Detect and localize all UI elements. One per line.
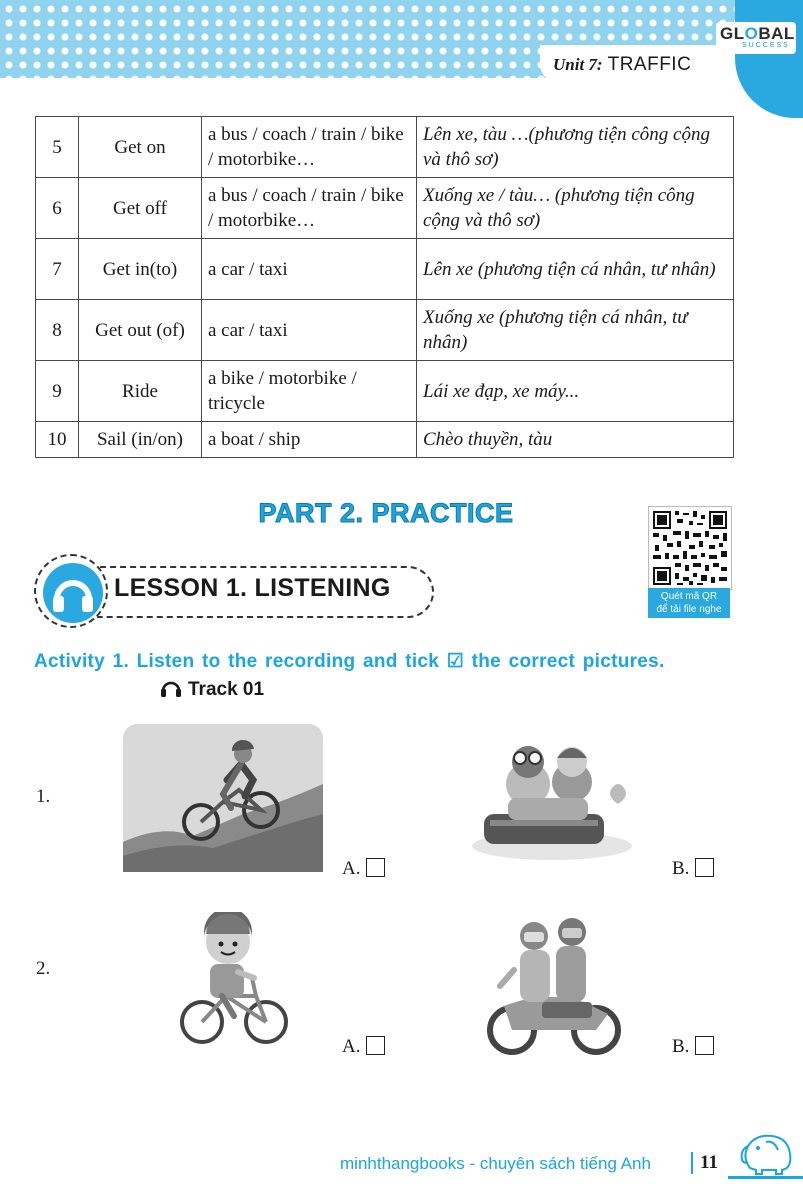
checkbox-1b[interactable] — [695, 858, 714, 877]
vehicle-object: a bus / coach / train / bike / motorbike… — [202, 117, 417, 178]
option-label: A. — [342, 858, 361, 879]
lesson-title: LESSON 1. LISTENING — [114, 574, 391, 602]
meaning: Xuống xe (phương tiện cá nhân, tư nhân) — [417, 300, 734, 361]
qr-caption: Quét mã QR để tải file nghe — [648, 588, 730, 618]
table-row — [36, 422, 734, 458]
sledding-kids-picture[interactable] — [462, 728, 642, 868]
option-2a[interactable] — [342, 1036, 385, 1058]
track-label — [160, 678, 264, 701]
meaning: Lên xe, tàu …(phương tiện công cộng và thô sơ) — [417, 117, 734, 178]
row-number: 8 — [36, 300, 79, 361]
question-number: 1. — [36, 786, 51, 807]
global-success-logo — [716, 22, 796, 54]
row-number: 6 — [36, 178, 79, 239]
option-label: B. — [672, 1036, 690, 1057]
checkbox-2a[interactable] — [366, 1036, 385, 1055]
track-name: Track 01 — [188, 679, 265, 700]
vehicle-object: a car / taxi — [202, 239, 417, 300]
motorbike-riders-picture[interactable] — [484, 910, 624, 1058]
phrasal-verb: Get off — [79, 178, 202, 239]
phrasal-verb: Get in(to) — [79, 239, 202, 300]
lesson-badge-fill — [43, 563, 103, 623]
lesson-banner — [34, 554, 434, 630]
table-row — [36, 178, 734, 239]
table-row — [36, 300, 734, 361]
qr-code-icon — [648, 506, 732, 590]
row-number: 5 — [36, 117, 79, 178]
vehicle-object: a boat / ship — [202, 422, 417, 458]
checkbox-1a[interactable] — [366, 858, 385, 877]
meaning: Xuống xe / tàu… (phương tiện công cộng và thô sơ) — [417, 178, 734, 239]
row-number: 9 — [36, 361, 79, 422]
header-corner-decoration — [735, 0, 803, 118]
lesson-badge — [34, 554, 108, 628]
logo-subtext: SUCCESS — [742, 42, 790, 49]
table-row — [36, 239, 734, 300]
meaning: Chèo thuyền, tàu — [417, 422, 734, 458]
option-1a[interactable] — [342, 858, 385, 880]
phrasal-verb: Get on — [79, 117, 202, 178]
vocabulary-table — [35, 116, 734, 458]
option-label: B. — [672, 858, 690, 879]
question-number: 2. — [36, 958, 51, 979]
table-row — [36, 361, 734, 422]
headphones-icon — [160, 678, 182, 698]
page-number: 11 — [700, 1152, 718, 1173]
table-row — [36, 117, 734, 178]
unit-label: Unit 7: — [553, 55, 603, 74]
headphones-icon — [43, 563, 103, 623]
phrasal-verb: Ride — [79, 361, 202, 422]
vehicle-object: a bike / motorbike / tricycle — [202, 361, 417, 422]
phrasal-verb: Sail (in/on) — [79, 422, 202, 458]
unit-topic: TRAFFIC — [607, 54, 692, 75]
option-label: A. — [342, 1036, 361, 1057]
vehicle-object: a car / taxi — [202, 300, 417, 361]
logo-text: GLOBAL — [720, 24, 795, 43]
option-1b[interactable] — [672, 858, 714, 880]
mountain-biker-picture[interactable] — [123, 724, 323, 872]
activity-instruction: Activity 1. Listen to the recording and tick ☑ the correct pictures. — [34, 651, 665, 672]
row-number: 7 — [36, 239, 79, 300]
footer-publisher: minhthangbooks - chuyên sách tiếng Anh — [340, 1154, 651, 1173]
option-2b[interactable] — [672, 1036, 714, 1058]
child-bicycle-picture[interactable] — [178, 912, 290, 1048]
qr-code-panel — [648, 506, 730, 618]
checkbox-2b[interactable] — [695, 1036, 714, 1055]
footer-separator — [691, 1152, 693, 1174]
elephant-mascot-icon — [738, 1128, 798, 1176]
vehicle-object: a bus / coach / train / bike / motorbike… — [202, 178, 417, 239]
row-number: 10 — [36, 422, 79, 458]
meaning: Lên xe (phương tiện cá nhân, tư nhân) — [417, 239, 734, 300]
meaning: Lái xe đạp, xe máy... — [417, 361, 734, 422]
part-title: PART 2. PRACTICE — [258, 498, 514, 528]
footer-line — [728, 1176, 803, 1179]
phrasal-verb: Get out (of) — [79, 300, 202, 361]
unit-title — [553, 53, 691, 76]
